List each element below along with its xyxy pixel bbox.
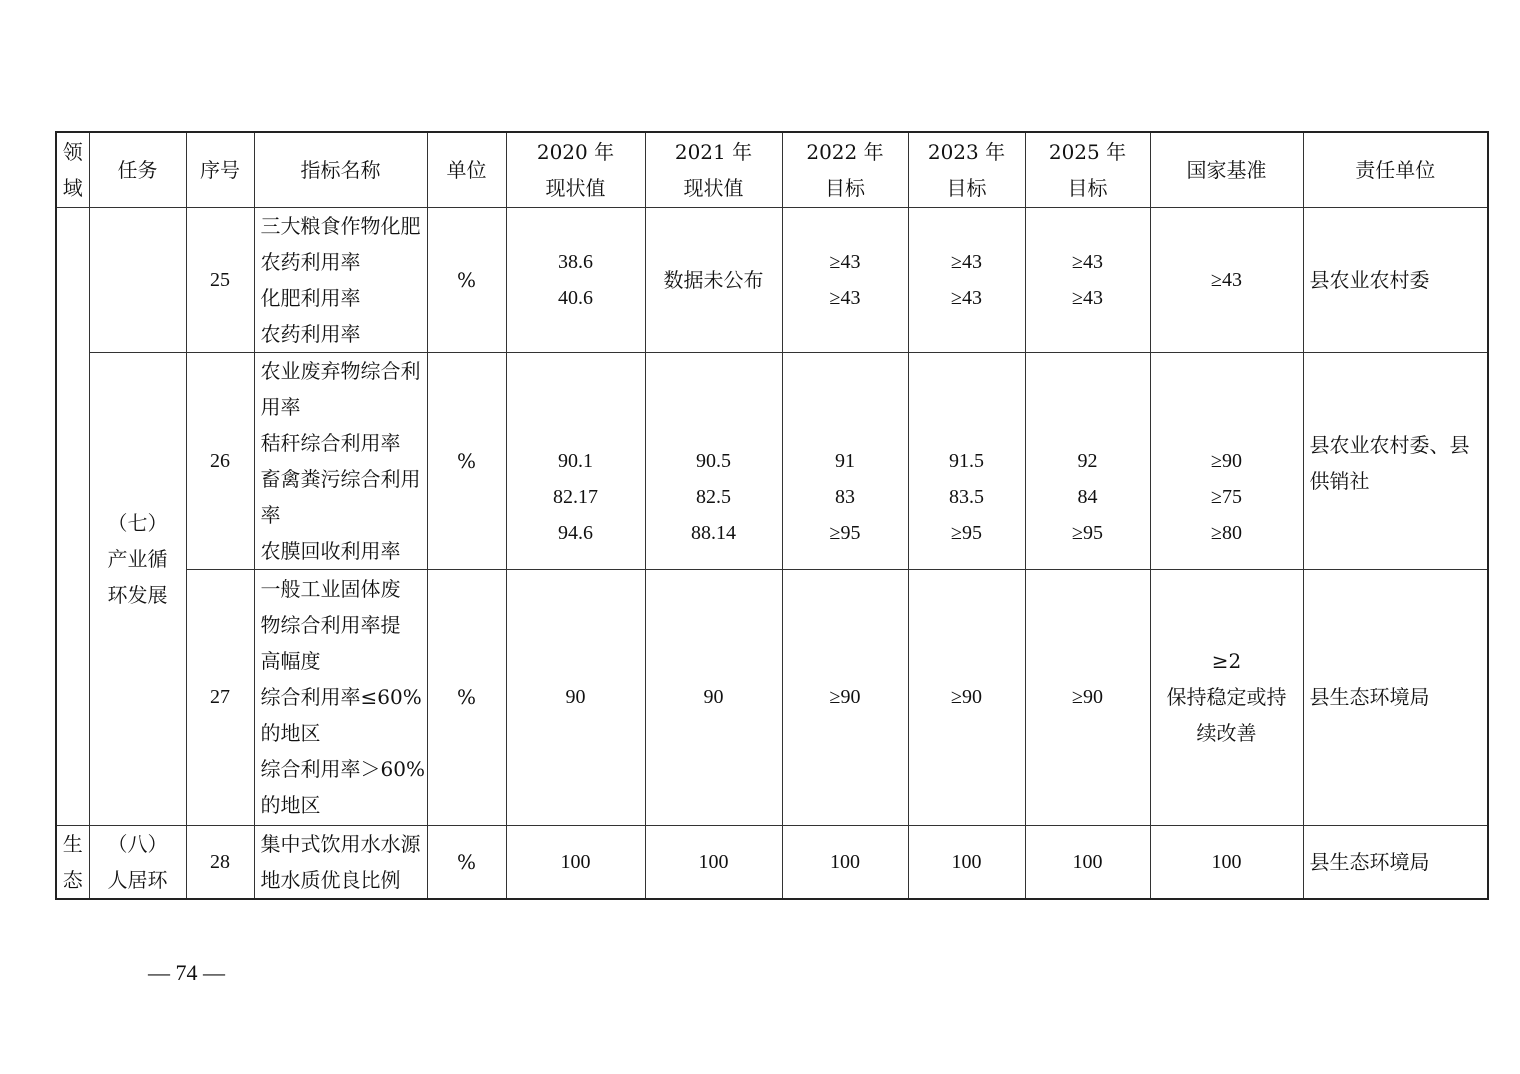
header-unit: 单位 — [427, 132, 506, 207]
value-2020: 90.1 82.17 94.6 — [506, 352, 645, 569]
target-2022: 100 — [782, 825, 908, 899]
table-row — [56, 825, 1488, 899]
national-benchmark: ≥90 ≥75 ≥80 — [1150, 352, 1303, 569]
header-national: 国家基准 — [1150, 132, 1303, 207]
header-2023: 2023 年 目标 — [908, 132, 1025, 207]
table-row — [56, 352, 1488, 569]
value-2021: 90.5 82.5 88.14 — [645, 352, 782, 569]
value-2020: 100 — [506, 825, 645, 899]
target-2025: ≥90 — [1025, 569, 1150, 825]
responsible-unit: 县农业农村委 — [1303, 207, 1488, 352]
indicator-name: 集中式饮用水水源 地水质优良比例 — [254, 825, 427, 899]
target-2023: ≥43 ≥43 — [908, 207, 1025, 352]
target-2022: ≥90 — [782, 569, 908, 825]
field-cell: 生 态 — [56, 825, 89, 899]
page-number: — 74 — — [148, 960, 225, 985]
header-2020: 2020 年 现状值 — [506, 132, 645, 207]
indicator-name: 三大粮食作物化肥 农药利用率 化肥利用率 农药利用率 — [254, 207, 427, 352]
value-2020: 90 — [506, 569, 645, 825]
responsible-unit: 县生态环境局 — [1303, 825, 1488, 899]
table-row — [56, 207, 1488, 352]
value-2021: 90 — [645, 569, 782, 825]
table-row — [56, 569, 1488, 825]
row-number: 25 — [186, 207, 254, 352]
target-2023: ≥90 — [908, 569, 1025, 825]
target-2025: ≥43 ≥43 — [1025, 207, 1150, 352]
target-2023: 91.5 83.5 ≥95 — [908, 352, 1025, 569]
indicator-name: 一般工业固体废 物综合利用率提 高幅度 综合利用率≤60% 的地区 综合利用率＞60% 的地区 — [254, 569, 427, 825]
indicator-name: 农业废弃物综合利 用率 秸秆综合利用率 畜禽粪污综合利用 率 农膜回收利用率 — [254, 352, 427, 569]
row-number: 28 — [186, 825, 254, 899]
value-2021: 100 — [645, 825, 782, 899]
header-2025: 2025 年 目标 — [1025, 132, 1150, 207]
header-indicator: 指标名称 — [254, 132, 427, 207]
national-benchmark: ≥43 — [1150, 207, 1303, 352]
target-2025: 92 84 ≥95 — [1025, 352, 1150, 569]
unit: % — [427, 352, 506, 569]
unit: % — [427, 569, 506, 825]
row-number: 27 — [186, 569, 254, 825]
header-2021: 2021 年 现状值 — [645, 132, 782, 207]
value-2020: 38.6 40.6 — [506, 207, 645, 352]
task-cell: （八） 人居环 — [89, 825, 186, 899]
header-task: 任务 — [89, 132, 186, 207]
header-row — [56, 132, 1488, 207]
national-benchmark: 100 — [1150, 825, 1303, 899]
value-2021: 数据未公布 — [645, 207, 782, 352]
target-2025: 100 — [1025, 825, 1150, 899]
national-benchmark: ≥2 保持稳定或持 续改善 — [1150, 569, 1303, 825]
responsible-unit: 县生态环境局 — [1303, 569, 1488, 825]
task-cell-blank — [89, 207, 186, 352]
target-2022: 91 83 ≥95 — [782, 352, 908, 569]
task-cell: （七） 产业循 环发展 — [89, 352, 186, 825]
unit: % — [427, 825, 506, 899]
responsible-unit: 县农业农村委、县 供销社 — [1303, 352, 1488, 569]
target-2023: 100 — [908, 825, 1025, 899]
unit: % — [427, 207, 506, 352]
row-number: 26 — [186, 352, 254, 569]
target-2022: ≥43 ≥43 — [782, 207, 908, 352]
field-cell-blank — [56, 207, 89, 825]
header-responsible: 责任单位 — [1303, 132, 1488, 207]
indicator-table — [55, 131, 1489, 900]
header-2022: 2022 年 目标 — [782, 132, 908, 207]
header-no: 序号 — [186, 132, 254, 207]
header-field: 领 域 — [56, 132, 89, 207]
